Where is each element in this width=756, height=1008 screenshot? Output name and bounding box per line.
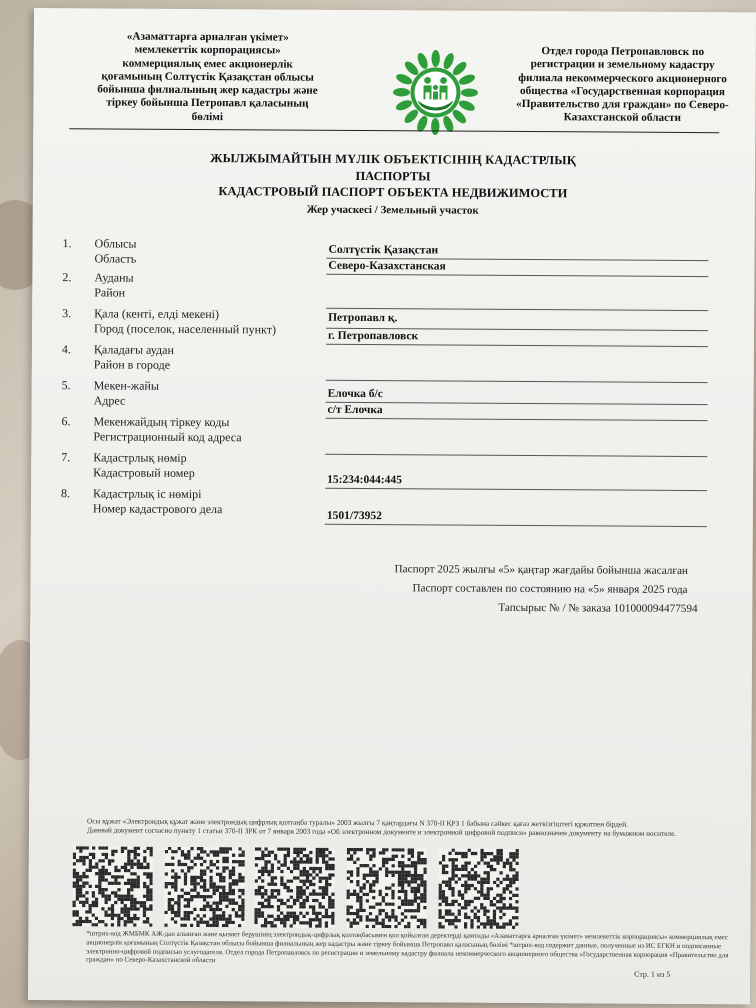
header-line: общества «Государственная корпорация [520,84,725,99]
field-value-ru: г. Петропавловск [327,329,419,343]
object-type: Жер учаскесі / Земельный участок [306,203,479,217]
field-number: 2. [62,270,72,285]
field-value-ru: 1501/73952 [326,509,382,523]
field-number: 4. [61,342,71,357]
field-value-ru: 15:234:044:445 [327,473,402,487]
field-row-region [62,236,753,273]
field-underline [326,344,708,347]
document-page [28,8,756,1004]
header-line: регистрации и земельному кадастру [530,58,715,72]
header-line: Отдел города Петропавловск по [541,45,705,59]
field-value-kz: Солтүстік Қазақстан [328,243,439,257]
qr-code-4 [346,848,426,928]
field-underline [326,274,708,277]
field-number: 8. [60,486,71,501]
field-label: Мекен-жайы Адрес [93,378,159,408]
government-for-citizens-logo [391,48,480,137]
order-number: Тапсырыс № / № заказа 101000094477594 [498,601,698,616]
header-line: бойынша филиалының жер кадастры және [97,83,318,97]
header-line: филиала некоммерческого акционерного [518,71,727,85]
header-line: Казахстанской области [563,111,682,125]
header-line: бөлімі [191,110,224,123]
field-value-ru: Северо-Казахстанская [328,259,446,273]
field-underline [325,454,707,457]
qr-code-1 [72,846,152,926]
header-line: коммерциялық емес акционерлік [122,57,293,71]
field-number: 1. [62,236,72,251]
date-statement-ru: Паспорт составлен по состоянию на «5» января 2025 года [412,582,688,597]
field-label: Облысы Область [94,236,137,266]
field-label: Кадастрлық іс нөмірі Номер кадастрового дела [92,486,223,517]
header-left-kz [87,30,328,125]
field-number: 5. [61,378,71,393]
legal-text-kz: Осы құжат «Электрондық құжат және электрондық цифрлық қолтаңба туралы» 2003 жылғы 7 қаңтардағы N 370-II ҚРЗ 1 бабына сәйкес қағаз жеткізгіштегі құжатпен бірдей. [87,816,629,829]
field-underline [325,488,707,491]
field-label: Мекенжайдың тіркеу коды Регистрационный код адреса [93,414,242,445]
page-number: Стр. 1 из 5 [634,969,671,979]
title-kz-line2: ПАСПОРТЫ [355,168,431,184]
field-underline [326,380,708,383]
title-kz-line1: ЖЫЛЖЫМАЙТЫН МҮЛІК ОБЪЕКТІСІНІҢ КАДАСТРЛЫҚ [210,151,577,168]
legal-notice-bottom: *штрих-код ЖМБМК АЖ-дан алынған және қызмет берушінің электрондық-цифрлық қолтаңбасымен қол қойылған деректерді қамтиды «Азаматтарға арналған үкімет» мемлекеттік корпорациясы» коммерциялық емес акционерлік қоғамының Солтүстік Қазақстан облысы бойынша филиалының жер кадастры және тіркеу бойынша Петропавл қаласының бөлімі *штрих-код содержит данные, полученные из ИС ЕГКН и подписанные электронно-цифровой подписью услугодателя. Отдел города Петропавловск по регистрации и земельному кадастру филиала некоммерческого акционерного общества «Государственная корпорация «Правительство для граждан» по Северо-Казахстанской области [86,930,729,965]
field-underline [326,402,708,405]
field-label: Қаладағы аудан Район в городе [93,342,174,372]
field-value-kz: Елочка б/с [327,387,383,401]
field-value-kz: Петропавл қ. [328,311,398,325]
header-line: тіркеу бойынша Петропавл қаласының [106,96,309,111]
field-underline [325,418,707,421]
field-label: Кадастрлық нөмір Кадастровый номер [93,450,195,480]
qr-code-3 [254,847,334,927]
legal-notice-top [87,816,737,839]
field-underline [326,308,708,311]
field-label: Ауданы Район [94,270,134,300]
header-line: «Азаматтарға арналған үкімет» [126,30,289,44]
header-line: мемлекеттік корпорациясы» [134,43,281,57]
field-label: Қала (кенті, елді мекені) Город (поселок, населенный пункт) [94,306,277,337]
field-number: 3. [62,306,72,321]
header-right-ru [507,45,737,126]
field-underline [325,524,707,527]
date-statement-kz: Паспорт 2025 жылғы «5» қаңтар жағдайы бойынша жасалған [394,563,688,578]
field-value-ru: с/т Елочка [327,403,383,417]
qr-code-5 [438,848,518,928]
header-line: қоғамының Солтүстік Қазақстан облысы [101,70,314,84]
header-line: «Правительство для граждан» по Северо- [516,98,729,112]
legal-text-ru: Данный документ согласно пункту 1 статьи 370-II ЗРК от 7 января 2003 года «Об электронном документе и электронной цифровой подписи» равнозначен документу на бумажном носителе. [86,825,677,839]
qr-code-2 [164,847,244,927]
field-number: 6. [61,414,71,429]
field-number: 7. [61,450,71,465]
title-ru: КАДАСТРОВЫЙ ПАСПОРТ ОБЪЕКТА НЕДВИЖИМОСТИ [218,184,568,201]
